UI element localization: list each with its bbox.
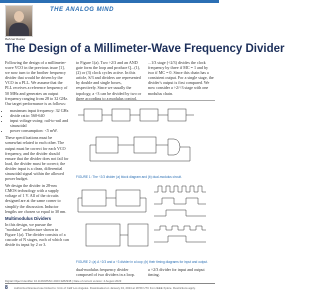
- author-photo-head: [14, 11, 24, 22]
- paragraph: a ÷2/3 divider for input and output timing.: [148, 267, 205, 278]
- paragraph: We design the divider in 28-nm CMOS technology with a supply voltage of 1 V. All of the circuits designed are at the same corner to simplify the discussion. Inductor lengths are chosen so equal to 30 nm.: [5, 183, 67, 214]
- spec-item: • divide ratio: 560-640: [10, 113, 69, 118]
- paragraph: to Figure 1(a). Two ÷2/3 and an AND gate form the loop and produce Q...(1), (2) or (3) clock cycles active. In this article, S/3 and dividers are represented by double and single boxes, respectively. Since we usually the topology, a ÷3 can be divided by two or three according to a modulus control.: [76, 60, 142, 101]
- text-column-left: [5, 60, 69, 275]
- timing-trace: [154, 236, 206, 242]
- spec-item: • input voltage swing: rail-to-rail and sinusoidal: [10, 118, 69, 128]
- timing-trace: [154, 226, 206, 230]
- figure-1: [76, 100, 215, 176]
- figure-2-caption: FIGURE 2: (a) A ÷2/3 and a ÷3 divider in a loop; (b) their timing diagrams for input and output.: [76, 260, 208, 264]
- author-photo: [5, 5, 33, 37]
- divider-block: [112, 109, 130, 121]
- section-heading: Multimodulus Dividers: [5, 215, 52, 221]
- divider-block: [82, 190, 106, 206]
- figure-2: [76, 182, 215, 260]
- header-rule: [0, 0, 219, 3]
- figure-1-diagram: [76, 101, 215, 169]
- text-column-right-bottom: [148, 267, 215, 281]
- text-column-right-top: [148, 60, 215, 98]
- paragraph: In this design, we pursue the "modular" architecture shown in Figure 1(a). The divider consists of a cascade of N stages, each of which can divide its input by 2 or 3.: [5, 221, 69, 248]
- paragraph: Following the design of a millimeter-wave VCO in the previous issue [1], we now turn to the brother frequency divider that would be driven by the VCO in a PLL. We assume that the PLL receives a reference frequency of 50 MHz and generates an output frequency ranging from 28 to 32 GHz. Our target performance is as follows:: [5, 60, 69, 106]
- divider-block: [168, 109, 186, 121]
- timing-trace: [154, 210, 206, 216]
- spec-item: • power consumption: <5 mW.: [10, 128, 69, 133]
- doi-note: Digital Object Identifier 10.1109/MSSC.2023.3282938 | Date of current version: 4 August 2023: [5, 279, 122, 283]
- page-number: 8: [5, 285, 8, 291]
- flipflop-block: [128, 224, 148, 246]
- footer-rule: [5, 283, 215, 284]
- paragraph: ...1/3 stage (÷2/3) divides the clock frequency by three if MC = 1 and by two if MC = 0. Since this chain has a consistent output. For a single stage, the divider's output is first compared. We now consider a ÷2/÷3 stage with one modulus chain.: [148, 60, 214, 96]
- article-title: The Design of a Millimeter-Wave Frequency Divider: [5, 43, 285, 55]
- figure-1-caption: FIGURE 1: The ÷2/3 divider (a) block diagram and (b) dual-modulus circuit.: [76, 175, 182, 179]
- divider-block: [84, 109, 102, 121]
- figure-2-diagram: [76, 182, 215, 254]
- and-gate: [168, 139, 180, 155]
- timing-trace: [154, 198, 206, 204]
- paragraph: These specifications must be somewhat related to each other. The output must be correct for each VCO frequency, and the divider should ensure that the divider does not fail for load, the divider must be correct; the divider input is a clean, differential sinusoidal signal within the allowed power budget.: [5, 135, 69, 182]
- text-column-middle-top: [76, 60, 143, 101]
- footer-license-text: Authorized licensed use limited to: Univ of Calif Los Angeles. Downloaded on January 04, 2024 at 18:59 UTC from IEEE Xplore. Restrictions apply.: [14, 286, 196, 290]
- timing-trace: [154, 186, 206, 192]
- author-name: Behzad Razavi: [5, 37, 26, 41]
- spec-list: [5, 108, 69, 133]
- divider-block: [116, 190, 140, 206]
- spec-item: • maximum input frequency: 32 GHz: [10, 108, 69, 113]
- column-label: THE ANALOG MIND: [50, 7, 114, 13]
- flipflop-block: [134, 137, 156, 153]
- author-photo-body: [9, 23, 29, 36]
- paragraph: dual-modulus frequency divider composed of two dividers in a loop.: [76, 267, 135, 278]
- flipflop-block: [96, 137, 118, 153]
- flipflop-block: [86, 224, 120, 246]
- divider-block: [140, 109, 158, 121]
